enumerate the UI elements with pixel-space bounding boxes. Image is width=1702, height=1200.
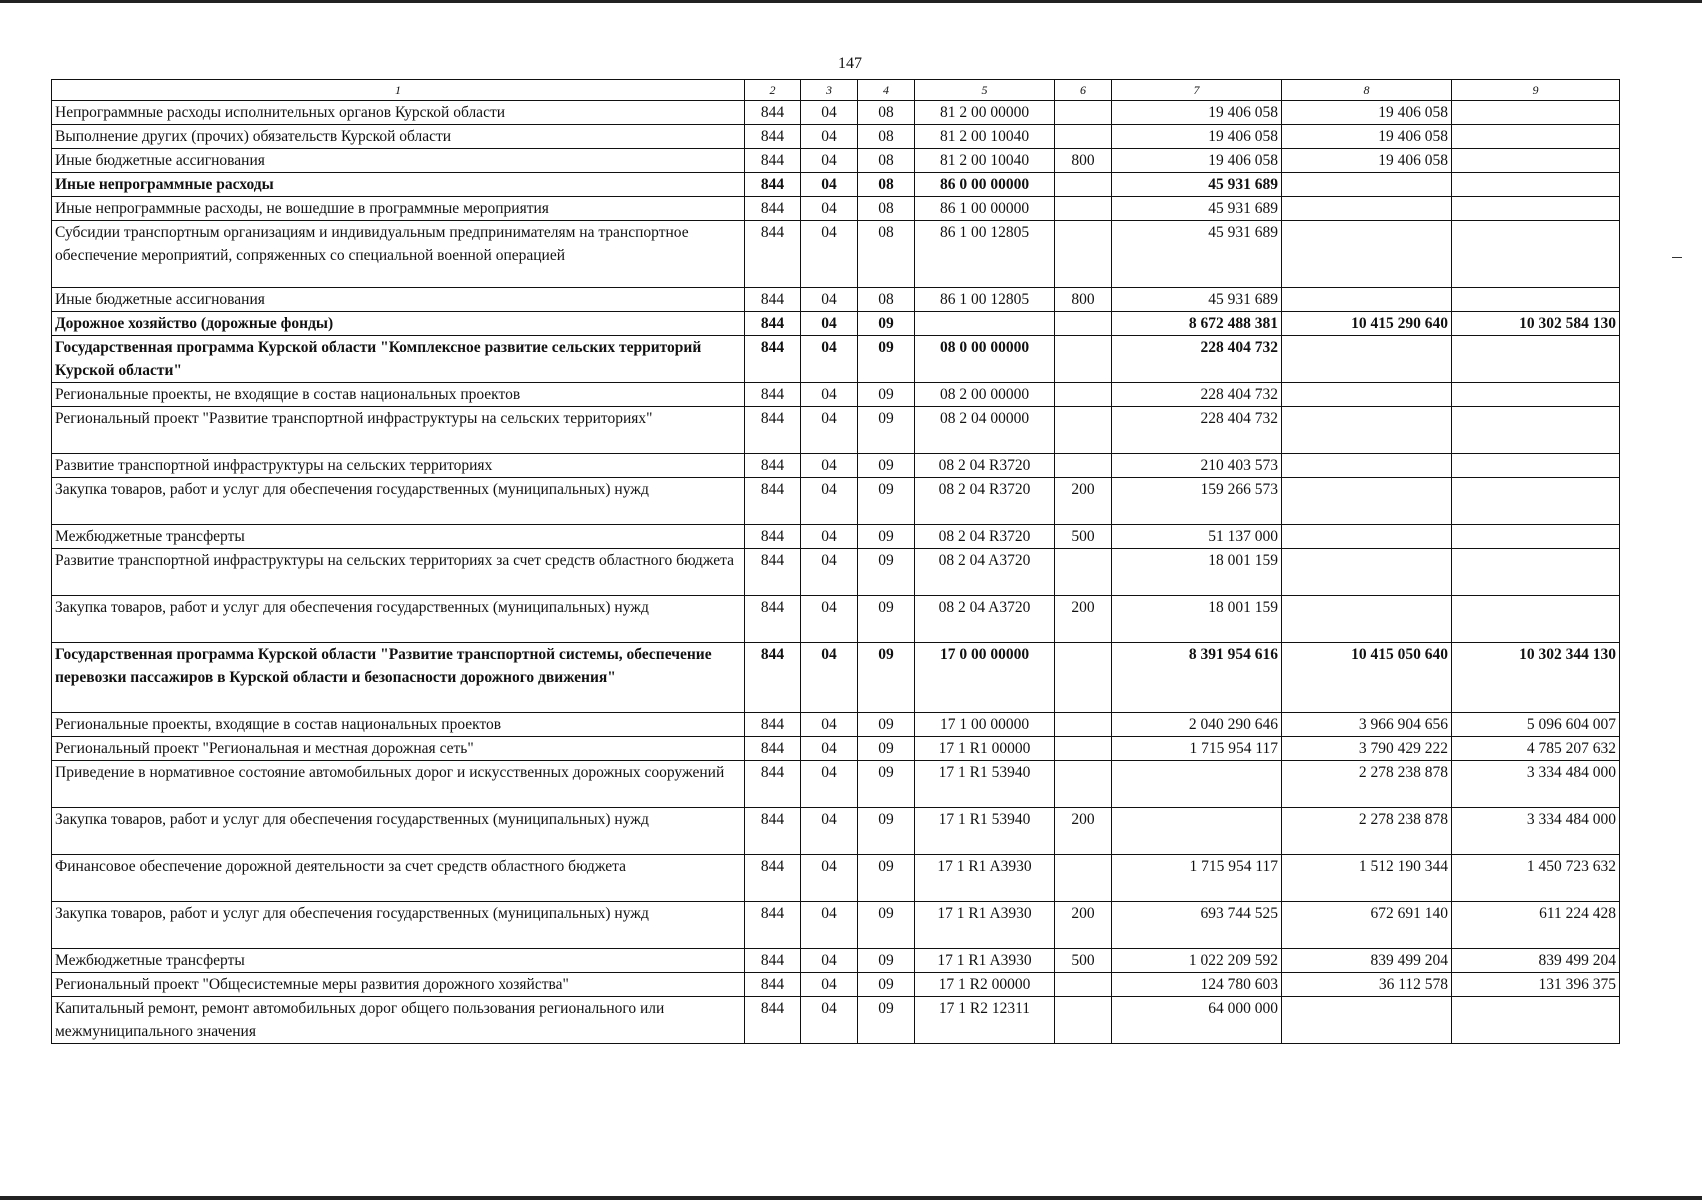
cell-target-article: 17 1 R2 00000: [915, 973, 1055, 997]
cell-subsection: 09: [858, 761, 915, 808]
cell-target-article: 86 1 00 12805: [915, 288, 1055, 312]
cell-amount-2027: [1452, 221, 1620, 288]
column-number: 3: [801, 80, 858, 101]
cell-subsection: 09: [858, 902, 915, 949]
table-row: [52, 221, 1620, 288]
cell-section: 04: [801, 407, 858, 454]
cell-amount-2025: 19 406 058: [1112, 149, 1282, 173]
cell-name: Закупка товаров, работ и услуг для обеспечения государственных (муниципальных) нужд: [52, 902, 745, 949]
cell-admin-code: 844: [745, 855, 801, 902]
cell-section: 04: [801, 125, 858, 149]
column-number: 6: [1055, 80, 1112, 101]
table-row: [52, 383, 1620, 407]
cell-section: 04: [801, 643, 858, 713]
cell-amount-2026: [1282, 221, 1452, 288]
cell-amount-2025: 2 040 290 646: [1112, 713, 1282, 737]
cell-subsection: 08: [858, 125, 915, 149]
cell-expense-type: [1055, 383, 1112, 407]
cell-target-article: 17 1 R1 53940: [915, 808, 1055, 855]
cell-amount-2026: 19 406 058: [1282, 125, 1452, 149]
cell-amount-2027: 3 334 484 000: [1452, 808, 1620, 855]
cell-target-article: 81 2 00 00000: [915, 101, 1055, 125]
column-number: 5: [915, 80, 1055, 101]
cell-amount-2025: [1112, 808, 1282, 855]
cell-expense-type: [1055, 549, 1112, 596]
cell-subsection: 09: [858, 997, 915, 1044]
cell-amount-2026: 10 415 290 640: [1282, 312, 1452, 336]
cell-admin-code: 844: [745, 525, 801, 549]
cell-amount-2027: [1452, 997, 1620, 1044]
cell-amount-2026: 3 790 429 222: [1282, 737, 1452, 761]
cell-expense-type: [1055, 173, 1112, 197]
cell-amount-2026: [1282, 596, 1452, 643]
cell-section: 04: [801, 288, 858, 312]
cell-name: Субсидии транспортным организациям и индивидуальным предпринимателям на транспортное обеспечение мероприятий, сопряженных со специальной военной операцией: [52, 221, 745, 288]
cell-amount-2025: 45 931 689: [1112, 173, 1282, 197]
cell-amount-2026: [1282, 997, 1452, 1044]
cell-amount-2026: 672 691 140: [1282, 902, 1452, 949]
top-scan-edge: [0, 0, 1702, 3]
column-number: 9: [1452, 80, 1620, 101]
table-row: [52, 312, 1620, 336]
column-number: 2: [745, 80, 801, 101]
cell-subsection: 09: [858, 643, 915, 713]
cell-amount-2026: 2 278 238 878: [1282, 761, 1452, 808]
cell-amount-2026: [1282, 383, 1452, 407]
cell-target-article: 08 2 04 R3720: [915, 525, 1055, 549]
cell-target-article: 08 2 04 A3720: [915, 596, 1055, 643]
cell-amount-2026: [1282, 336, 1452, 383]
cell-amount-2026: [1282, 407, 1452, 454]
cell-expense-type: [1055, 454, 1112, 478]
cell-amount-2027: [1452, 288, 1620, 312]
cell-subsection: 09: [858, 336, 915, 383]
cell-section: 04: [801, 549, 858, 596]
bottom-scan-edge: [0, 1196, 1702, 1200]
cell-amount-2027: 10 302 344 130: [1452, 643, 1620, 713]
cell-name: Закупка товаров, работ и услуг для обеспечения государственных (муниципальных) нужд: [52, 808, 745, 855]
cell-admin-code: 844: [745, 643, 801, 713]
cell-name: Развитие транспортной инфраструктуры на сельских территориях: [52, 454, 745, 478]
cell-section: 04: [801, 312, 858, 336]
cell-subsection: 09: [858, 973, 915, 997]
cell-admin-code: 844: [745, 454, 801, 478]
cell-expense-type: [1055, 312, 1112, 336]
cell-admin-code: 844: [745, 173, 801, 197]
cell-amount-2025: 19 406 058: [1112, 101, 1282, 125]
cell-section: 04: [801, 713, 858, 737]
cell-amount-2025: 51 137 000: [1112, 525, 1282, 549]
cell-amount-2027: [1452, 125, 1620, 149]
cell-admin-code: 844: [745, 221, 801, 288]
cell-name: Приведение в нормативное состояние автомобильных дорог и искусственных дорожных сооружений: [52, 761, 745, 808]
cell-expense-type: [1055, 101, 1112, 125]
cell-admin-code: 844: [745, 761, 801, 808]
cell-name: Иные бюджетные ассигнования: [52, 288, 745, 312]
cell-target-article: 08 0 00 00000: [915, 336, 1055, 383]
cell-target-article: 86 1 00 12805: [915, 221, 1055, 288]
cell-admin-code: 844: [745, 549, 801, 596]
cell-name: Выполнение других (прочих) обязательств Курской области: [52, 125, 745, 149]
cell-amount-2027: 611 224 428: [1452, 902, 1620, 949]
cell-admin-code: 844: [745, 312, 801, 336]
cell-amount-2027: 3 334 484 000: [1452, 761, 1620, 808]
cell-name: Развитие транспортной инфраструктуры на сельских территориях за счет средств областного бюджета: [52, 549, 745, 596]
cell-amount-2025: 45 931 689: [1112, 197, 1282, 221]
cell-amount-2026: 3 966 904 656: [1282, 713, 1452, 737]
cell-section: 04: [801, 478, 858, 525]
table-row: [52, 949, 1620, 973]
cell-subsection: 09: [858, 737, 915, 761]
cell-section: 04: [801, 761, 858, 808]
table-row: [52, 173, 1620, 197]
cell-name: Непрограммные расходы исполнительных органов Курской области: [52, 101, 745, 125]
table-row: [52, 288, 1620, 312]
cell-amount-2027: 10 302 584 130: [1452, 312, 1620, 336]
cell-admin-code: 844: [745, 125, 801, 149]
cell-expense-type: [1055, 997, 1112, 1044]
table-row: [52, 125, 1620, 149]
cell-section: 04: [801, 949, 858, 973]
cell-section: 04: [801, 173, 858, 197]
cell-amount-2025: 1 715 954 117: [1112, 737, 1282, 761]
cell-name: Государственная программа Курской области "Развитие транспортной системы, обеспечение перевозки пассажиров в Курской области и безопасности дорожного движения": [52, 643, 745, 713]
cell-admin-code: 844: [745, 713, 801, 737]
cell-name: Региональный проект "Развитие транспортной инфраструктуры на сельских территориях": [52, 407, 745, 454]
cell-section: 04: [801, 808, 858, 855]
cell-amount-2027: [1452, 596, 1620, 643]
cell-subsection: 08: [858, 221, 915, 288]
cell-amount-2025: 1 715 954 117: [1112, 855, 1282, 902]
cell-amount-2027: [1452, 336, 1620, 383]
cell-target-article: 17 1 R2 12311: [915, 997, 1055, 1044]
cell-name: Закупка товаров, работ и услуг для обеспечения государственных (муниципальных) нужд: [52, 478, 745, 525]
cell-target-article: 86 0 00 00000: [915, 173, 1055, 197]
table-row: [52, 336, 1620, 383]
cell-target-article: 86 1 00 00000: [915, 197, 1055, 221]
cell-amount-2027: [1452, 454, 1620, 478]
cell-subsection: 09: [858, 549, 915, 596]
cell-amount-2026: 19 406 058: [1282, 149, 1452, 173]
cell-amount-2025: 8 391 954 616: [1112, 643, 1282, 713]
cell-admin-code: 844: [745, 737, 801, 761]
cell-section: 04: [801, 997, 858, 1044]
cell-admin-code: 844: [745, 288, 801, 312]
cell-subsection: 09: [858, 312, 915, 336]
cell-subsection: 09: [858, 596, 915, 643]
table-row: [52, 643, 1620, 713]
cell-admin-code: 844: [745, 596, 801, 643]
cell-amount-2027: [1452, 197, 1620, 221]
cell-section: 04: [801, 596, 858, 643]
cell-amount-2027: 5 096 604 007: [1452, 713, 1620, 737]
cell-amount-2027: [1452, 407, 1620, 454]
cell-amount-2025: 124 780 603: [1112, 973, 1282, 997]
cell-target-article: 17 1 R1 53940: [915, 761, 1055, 808]
cell-amount-2027: [1452, 525, 1620, 549]
cell-amount-2025: 64 000 000: [1112, 997, 1282, 1044]
cell-section: 04: [801, 149, 858, 173]
cell-amount-2025: 45 931 689: [1112, 288, 1282, 312]
cell-amount-2027: 839 499 204: [1452, 949, 1620, 973]
table-row: [52, 902, 1620, 949]
column-number: 7: [1112, 80, 1282, 101]
cell-subsection: 09: [858, 454, 915, 478]
cell-name: Иные бюджетные ассигнования: [52, 149, 745, 173]
cell-admin-code: 844: [745, 973, 801, 997]
cell-section: 04: [801, 336, 858, 383]
cell-section: 04: [801, 902, 858, 949]
cell-expense-type: [1055, 761, 1112, 808]
column-number: 8: [1282, 80, 1452, 101]
cell-target-article: 08 2 04 A3720: [915, 549, 1055, 596]
cell-amount-2025: 159 266 573: [1112, 478, 1282, 525]
cell-amount-2025: 1 022 209 592: [1112, 949, 1282, 973]
cell-target-article: 17 1 R1 A3930: [915, 902, 1055, 949]
cell-amount-2026: [1282, 454, 1452, 478]
cell-name: Региональный проект "Общесистемные меры развития дорожного хозяйства": [52, 973, 745, 997]
cell-amount-2027: [1452, 478, 1620, 525]
table-row: [52, 149, 1620, 173]
cell-subsection: 08: [858, 173, 915, 197]
cell-amount-2027: 4 785 207 632: [1452, 737, 1620, 761]
cell-admin-code: 844: [745, 997, 801, 1044]
cell-expense-type: [1055, 973, 1112, 997]
cell-expense-type: 500: [1055, 949, 1112, 973]
column-number: 4: [858, 80, 915, 101]
cell-section: 04: [801, 525, 858, 549]
cell-amount-2027: [1452, 549, 1620, 596]
cell-amount-2026: 36 112 578: [1282, 973, 1452, 997]
cell-section: 04: [801, 221, 858, 288]
cell-amount-2027: 1 450 723 632: [1452, 855, 1620, 902]
cell-subsection: 09: [858, 525, 915, 549]
cell-admin-code: 844: [745, 149, 801, 173]
cell-name: Закупка товаров, работ и услуг для обеспечения государственных (муниципальных) нужд: [52, 596, 745, 643]
cell-subsection: 08: [858, 101, 915, 125]
cell-expense-type: [1055, 737, 1112, 761]
cell-amount-2026: [1282, 549, 1452, 596]
margin-tick-mark: [1672, 257, 1682, 258]
cell-expense-type: [1055, 336, 1112, 383]
cell-expense-type: 800: [1055, 149, 1112, 173]
cell-target-article: 17 0 00 00000: [915, 643, 1055, 713]
cell-expense-type: 200: [1055, 808, 1112, 855]
cell-subsection: 09: [858, 383, 915, 407]
table-row: [52, 197, 1620, 221]
cell-section: 04: [801, 197, 858, 221]
cell-name: Региональные проекты, не входящие в состав национальных проектов: [52, 383, 745, 407]
cell-subsection: 08: [858, 197, 915, 221]
cell-amount-2027: [1452, 149, 1620, 173]
cell-expense-type: 800: [1055, 288, 1112, 312]
cell-expense-type: [1055, 855, 1112, 902]
cell-name: Финансовое обеспечение дорожной деятельности за счет средств областного бюджета: [52, 855, 745, 902]
cell-section: 04: [801, 101, 858, 125]
cell-admin-code: 844: [745, 949, 801, 973]
cell-target-article: 08 2 00 00000: [915, 383, 1055, 407]
cell-target-article: 17 1 R1 A3930: [915, 855, 1055, 902]
cell-expense-type: [1055, 407, 1112, 454]
cell-amount-2027: [1452, 173, 1620, 197]
cell-expense-type: [1055, 643, 1112, 713]
cell-admin-code: 844: [745, 101, 801, 125]
table-row: [52, 407, 1620, 454]
cell-admin-code: 844: [745, 336, 801, 383]
table-row: [52, 855, 1620, 902]
cell-amount-2026: 839 499 204: [1282, 949, 1452, 973]
cell-target-article: 17 1 00 00000: [915, 713, 1055, 737]
cell-amount-2027: 131 396 375: [1452, 973, 1620, 997]
cell-target-article: 17 1 R1 00000: [915, 737, 1055, 761]
cell-expense-type: [1055, 221, 1112, 288]
cell-expense-type: 200: [1055, 478, 1112, 525]
cell-admin-code: 844: [745, 478, 801, 525]
cell-subsection: 08: [858, 149, 915, 173]
table-header-row: [52, 80, 1620, 101]
table-row: [52, 596, 1620, 643]
cell-amount-2025: 693 744 525: [1112, 902, 1282, 949]
cell-section: 04: [801, 383, 858, 407]
cell-amount-2025: 228 404 732: [1112, 336, 1282, 383]
table-row: [52, 454, 1620, 478]
cell-section: 04: [801, 737, 858, 761]
cell-target-article: 17 1 R1 A3930: [915, 949, 1055, 973]
cell-amount-2025: 18 001 159: [1112, 549, 1282, 596]
cell-admin-code: 844: [745, 197, 801, 221]
cell-amount-2026: 1 512 190 344: [1282, 855, 1452, 902]
table-row: [52, 997, 1620, 1044]
table-row: [52, 737, 1620, 761]
cell-name: Иные непрограммные расходы: [52, 173, 745, 197]
cell-name: Межбюджетные трансферты: [52, 525, 745, 549]
cell-subsection: 09: [858, 713, 915, 737]
cell-name: Межбюджетные трансферты: [52, 949, 745, 973]
cell-subsection: 09: [858, 808, 915, 855]
cell-name: Государственная программа Курской области "Комплексное развитие сельских территорий Курской области": [52, 336, 745, 383]
cell-amount-2025: 8 672 488 381: [1112, 312, 1282, 336]
cell-amount-2025: 228 404 732: [1112, 383, 1282, 407]
cell-amount-2026: [1282, 288, 1452, 312]
cell-target-article: 08 2 04 R3720: [915, 454, 1055, 478]
table-row: [52, 101, 1620, 125]
column-number: 1: [52, 80, 745, 101]
cell-amount-2026: 10 415 050 640: [1282, 643, 1452, 713]
cell-expense-type: [1055, 197, 1112, 221]
cell-expense-type: [1055, 713, 1112, 737]
cell-section: 04: [801, 855, 858, 902]
table-row: [52, 549, 1620, 596]
cell-subsection: 09: [858, 478, 915, 525]
cell-amount-2026: [1282, 173, 1452, 197]
cell-name: Региональные проекты, входящие в состав национальных проектов: [52, 713, 745, 737]
cell-amount-2027: [1452, 383, 1620, 407]
cell-amount-2025: 210 403 573: [1112, 454, 1282, 478]
cell-amount-2025: 45 931 689: [1112, 221, 1282, 288]
table-row: [52, 713, 1620, 737]
cell-target-article: [915, 312, 1055, 336]
cell-expense-type: 500: [1055, 525, 1112, 549]
page-number: 147: [838, 55, 862, 72]
cell-name: Дорожное хозяйство (дорожные фонды): [52, 312, 745, 336]
cell-amount-2026: [1282, 478, 1452, 525]
cell-amount-2026: [1282, 525, 1452, 549]
cell-expense-type: 200: [1055, 596, 1112, 643]
table-row: [52, 525, 1620, 549]
cell-amount-2027: [1452, 101, 1620, 125]
cell-target-article: 81 2 00 10040: [915, 125, 1055, 149]
cell-section: 04: [801, 454, 858, 478]
budget-table: [51, 79, 1620, 1044]
cell-target-article: 08 2 04 R3720: [915, 478, 1055, 525]
cell-subsection: 09: [858, 407, 915, 454]
cell-expense-type: [1055, 125, 1112, 149]
cell-subsection: 08: [858, 288, 915, 312]
cell-target-article: 08 2 04 00000: [915, 407, 1055, 454]
cell-amount-2025: [1112, 761, 1282, 808]
cell-expense-type: 200: [1055, 902, 1112, 949]
cell-amount-2025: 18 001 159: [1112, 596, 1282, 643]
cell-name: Капитальный ремонт, ремонт автомобильных дорог общего пользования регионального или межмуниципального значения: [52, 997, 745, 1044]
table-row: [52, 973, 1620, 997]
cell-subsection: 09: [858, 949, 915, 973]
cell-admin-code: 844: [745, 902, 801, 949]
cell-amount-2025: 19 406 058: [1112, 125, 1282, 149]
cell-admin-code: 844: [745, 808, 801, 855]
cell-name: Иные непрограммные расходы, не вошедшие в программные мероприятия: [52, 197, 745, 221]
table-row: [52, 478, 1620, 525]
table-row: [52, 761, 1620, 808]
cell-subsection: 09: [858, 855, 915, 902]
cell-amount-2026: 19 406 058: [1282, 101, 1452, 125]
table-row: [52, 808, 1620, 855]
cell-section: 04: [801, 973, 858, 997]
cell-amount-2026: [1282, 197, 1452, 221]
cell-target-article: 81 2 00 10040: [915, 149, 1055, 173]
cell-amount-2026: 2 278 238 878: [1282, 808, 1452, 855]
cell-amount-2025: 228 404 732: [1112, 407, 1282, 454]
cell-admin-code: 844: [745, 383, 801, 407]
cell-admin-code: 844: [745, 407, 801, 454]
cell-name: Региональный проект "Региональная и местная дорожная сеть": [52, 737, 745, 761]
